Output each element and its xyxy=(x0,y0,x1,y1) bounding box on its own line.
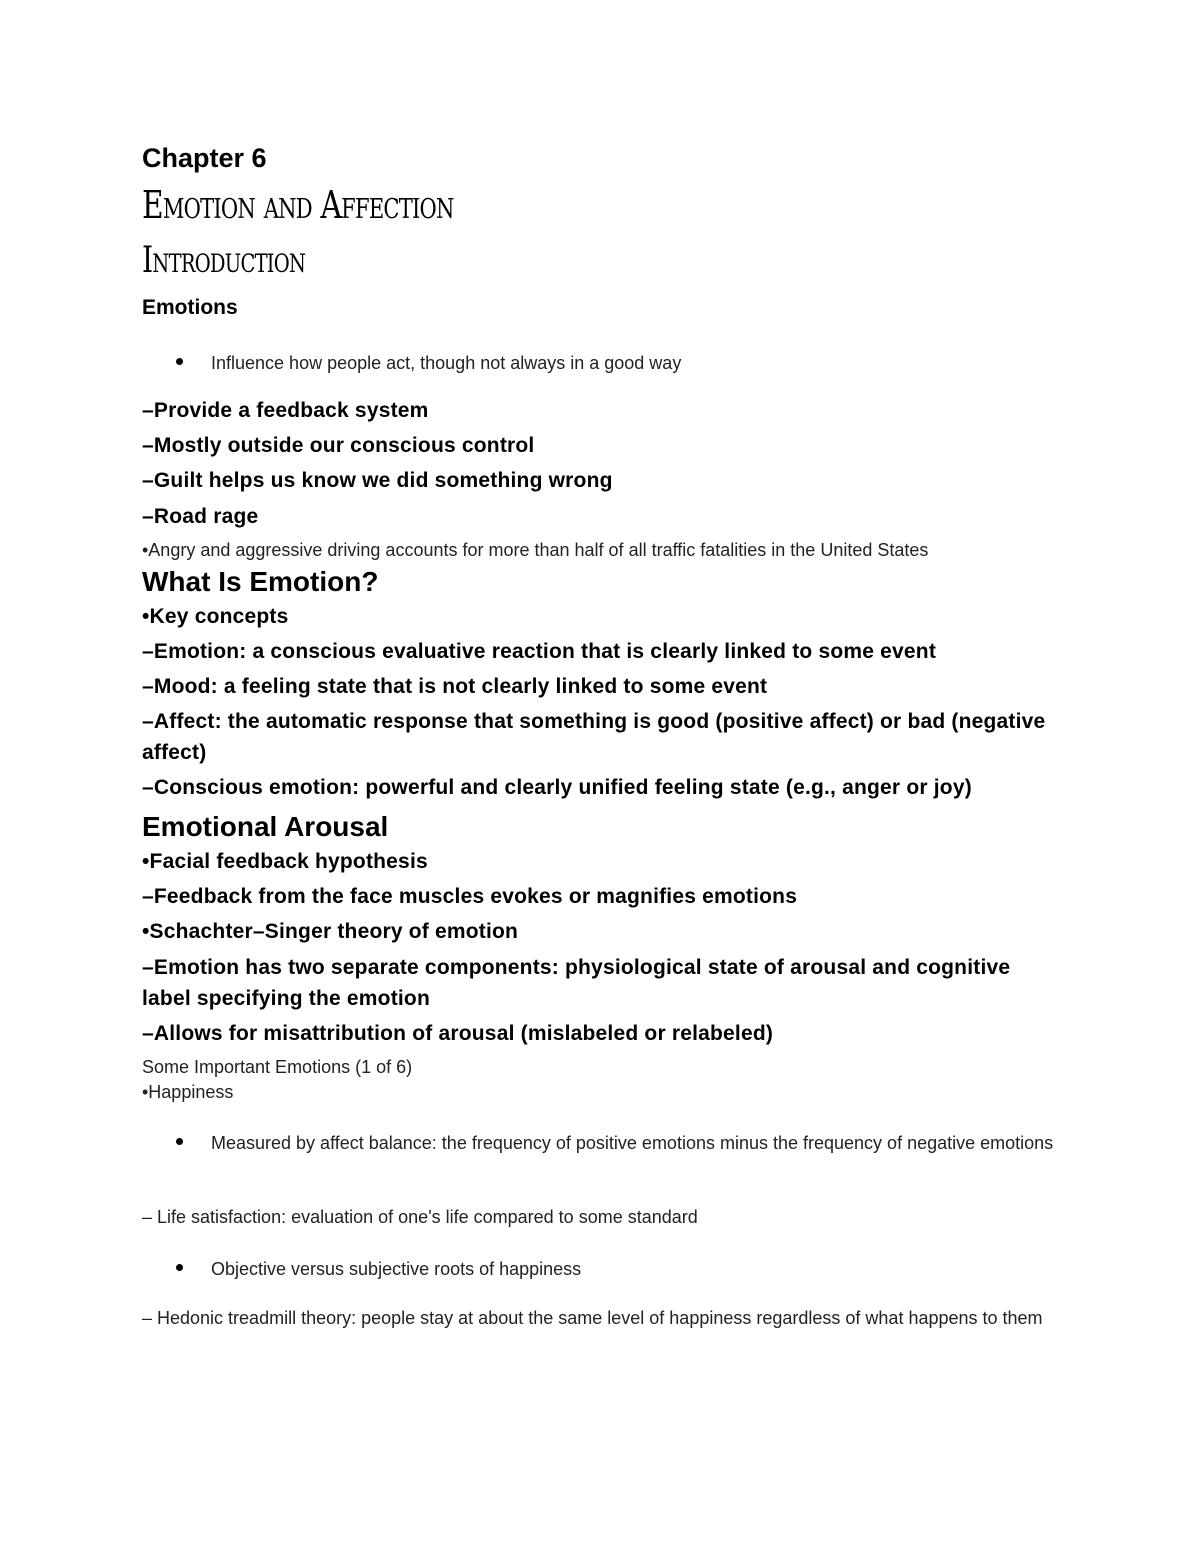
bullet-icon xyxy=(176,1138,183,1145)
intro-line: –Mostly outside our conscious control xyxy=(142,434,535,457)
arousal-line: –Emotion has two separate components: physiological state of arousal and cognitive label specifying the emotion xyxy=(142,956,1011,1010)
concept-line: –Affect: the automatic response that something is good (positive affect) or bad (negative affect) xyxy=(142,710,1046,764)
chapter-label: Chapter 6 xyxy=(142,143,267,173)
happiness-label: •Happiness xyxy=(142,1082,234,1102)
hedonic-line: – Hedonic treadmill theory: people stay at about the same level of happiness regardless of what happens to them xyxy=(142,1308,1043,1328)
arousal-line: •Facial feedback hypothesis xyxy=(142,850,428,873)
concept-line: –Conscious emotion: powerful and clearly unified feeling state (e.g., anger or joy) xyxy=(142,776,972,799)
arousal-line: –Feedback from the face muscles evokes or magnifies emotions xyxy=(142,885,798,908)
intro-line: –Road rage xyxy=(142,505,259,528)
arousal-line: •Schachter–Singer theory of emotion xyxy=(142,920,519,943)
intro-line: –Guilt helps us know we did something wrong xyxy=(142,469,613,492)
concept-line: •Key concepts xyxy=(142,605,289,628)
list-item-text: Measured by affect balance: the frequency of positive emotions minus the frequency of negative emotions xyxy=(211,1133,1054,1153)
important-emotions-heading: Some Important Emotions (1 of 6) xyxy=(142,1057,413,1077)
emotions-heading: Emotions xyxy=(142,296,238,319)
bullet-icon xyxy=(176,358,183,365)
life-satisfaction-line: – Life satisfaction: evaluation of one's life compared to some standard xyxy=(142,1207,698,1227)
intro-line: –Provide a feedback system xyxy=(142,399,429,422)
section-heading-introduction: Introduction xyxy=(142,240,306,281)
document-title: Emotion and Affection xyxy=(142,183,454,227)
section-heading-emotional-arousal: Emotional Arousal xyxy=(142,811,389,842)
bullet-icon xyxy=(176,1264,183,1271)
concept-line: –Mood: a feeling state that is not clearly linked to some event xyxy=(142,675,768,698)
road-rage-note: •Angry and aggressive driving accounts for more than half of all traffic fatalities in the United States xyxy=(142,540,929,560)
list-item-text: Influence how people act, though not always in a good way xyxy=(211,353,682,373)
concept-line: –Emotion: a conscious evaluative reaction that is clearly linked to some event xyxy=(142,640,937,663)
list-item-text: Objective versus subjective roots of happiness xyxy=(211,1259,582,1279)
arousal-line: –Allows for misattribution of arousal (mislabeled or relabeled) xyxy=(142,1022,774,1045)
section-heading-what-is-emotion: What Is Emotion? xyxy=(142,566,379,597)
